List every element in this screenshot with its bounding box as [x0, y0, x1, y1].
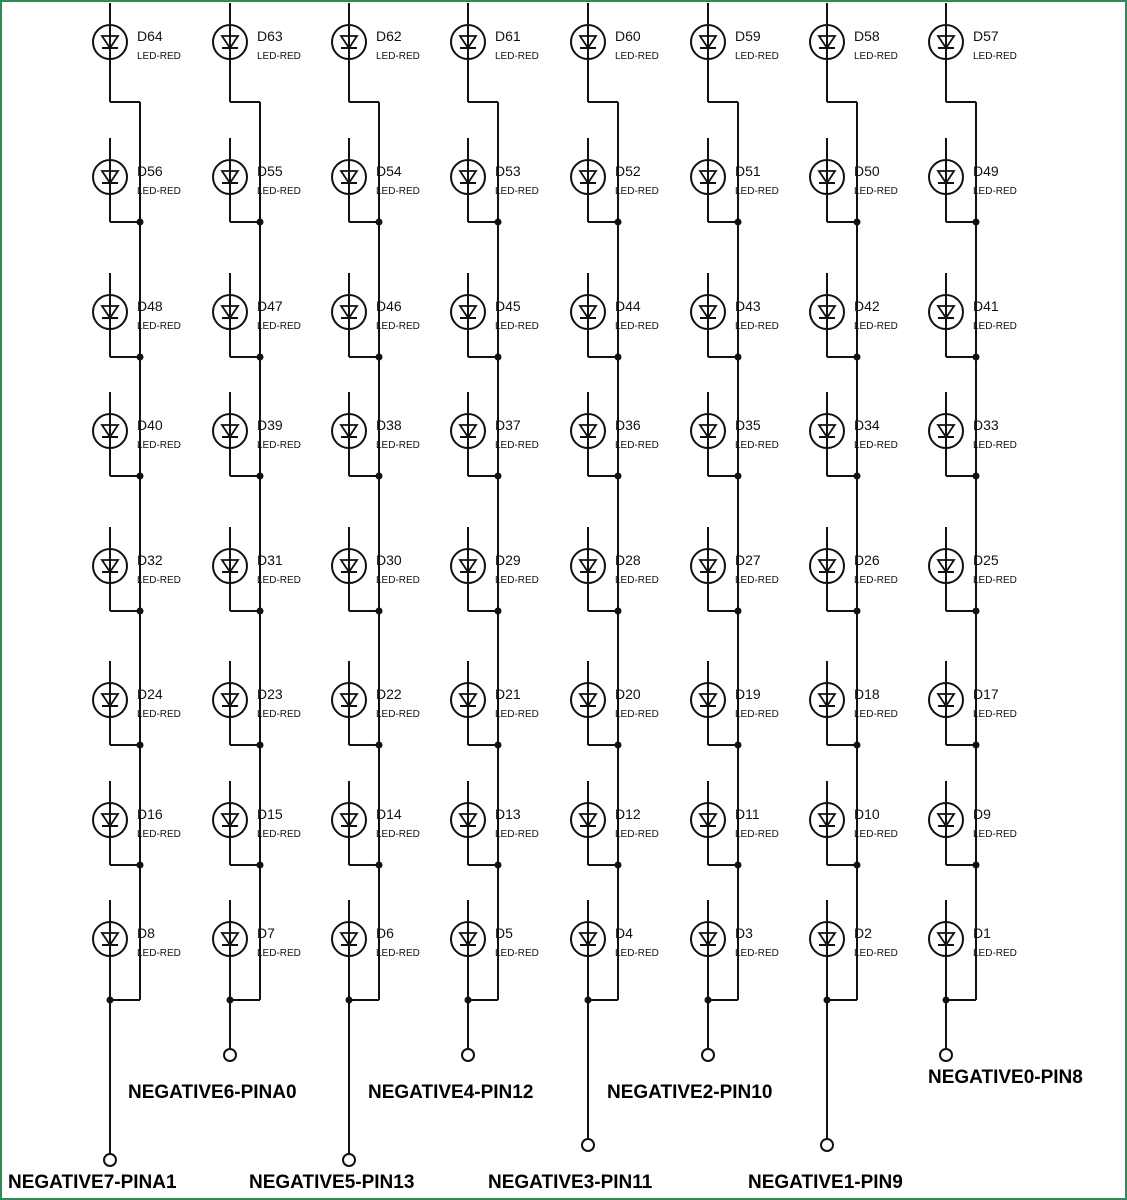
led-d25: [929, 527, 1017, 615]
led-value: LED-RED: [735, 575, 779, 586]
junction-dot: [854, 862, 861, 869]
led-value: LED-RED: [137, 948, 181, 959]
led-designator: D45: [495, 298, 521, 314]
junction-dot: [735, 219, 742, 226]
led-value: LED-RED: [257, 51, 301, 62]
led-d7: [213, 900, 301, 1000]
junction-dot: [257, 354, 264, 361]
led-d42: [810, 273, 898, 361]
led-value: LED-RED: [376, 186, 420, 197]
junction-dot: [735, 473, 742, 480]
junction-dot: [376, 354, 383, 361]
net-label: NEGATIVE6-PINA0: [128, 1082, 297, 1103]
led-value: LED-RED: [854, 948, 898, 959]
led-value: LED-RED: [973, 440, 1017, 451]
led-designator: D60: [615, 28, 641, 44]
junction-dot: [615, 862, 622, 869]
led-value: LED-RED: [973, 186, 1017, 197]
junction-dot: [257, 608, 264, 615]
junction-dot: [495, 219, 502, 226]
led-value: LED-RED: [137, 51, 181, 62]
led-d43: [691, 273, 779, 361]
led-designator: D61: [495, 28, 521, 44]
led-d58: [810, 3, 898, 102]
led-d53: [451, 138, 539, 226]
led-value: LED-RED: [495, 186, 539, 197]
led-designator: D26: [854, 552, 880, 568]
led-value: LED-RED: [376, 948, 420, 959]
led-designator: D35: [735, 417, 761, 433]
led-value: LED-RED: [376, 440, 420, 451]
led-designator: D47: [257, 298, 283, 314]
led-d59: [691, 3, 779, 102]
led-designator: D12: [615, 806, 641, 822]
led-d52: [571, 138, 659, 226]
led-d32: [93, 527, 181, 615]
terminal-pin: [224, 1049, 236, 1061]
led-d60: [571, 3, 659, 102]
led-value: LED-RED: [495, 829, 539, 840]
led-value: LED-RED: [973, 709, 1017, 720]
junction-dot: [973, 862, 980, 869]
led-designator: D1: [973, 925, 991, 941]
led-designator: D55: [257, 163, 283, 179]
led-d38: [332, 392, 420, 480]
led-designator: D63: [257, 28, 283, 44]
led-value: LED-RED: [257, 829, 301, 840]
led-d8: [93, 900, 181, 1000]
led-designator: D21: [495, 686, 521, 702]
led-value: LED-RED: [615, 51, 659, 62]
led-designator: D51: [735, 163, 761, 179]
led-value: LED-RED: [137, 575, 181, 586]
led-value: LED-RED: [735, 948, 779, 959]
led-d20: [571, 661, 659, 749]
led-d6: [332, 900, 420, 1000]
led-d61: [451, 3, 539, 102]
led-value: LED-RED: [495, 321, 539, 332]
led-d9: [929, 781, 1017, 869]
led-d5: [451, 900, 539, 1000]
junction-dot: [973, 354, 980, 361]
led-designator: D31: [257, 552, 283, 568]
led-value: LED-RED: [854, 829, 898, 840]
junction-dot: [735, 742, 742, 749]
led-designator: D5: [495, 925, 513, 941]
led-d56: [93, 138, 181, 226]
junction-dot: [615, 742, 622, 749]
terminal-pin: [821, 1139, 833, 1151]
terminal-pin: [582, 1139, 594, 1151]
led-value: LED-RED: [735, 440, 779, 451]
led-designator: D30: [376, 552, 402, 568]
column-1: [8, 3, 181, 1193]
column-8: [928, 3, 1083, 1088]
led-designator: D14: [376, 806, 402, 822]
led-designator: D43: [735, 298, 761, 314]
led-d19: [691, 661, 779, 749]
led-d37: [451, 392, 539, 480]
led-d23: [213, 661, 301, 749]
led-value: LED-RED: [973, 51, 1017, 62]
led-designator: D50: [854, 163, 880, 179]
junction-dot: [973, 219, 980, 226]
junction-dot: [257, 862, 264, 869]
net-label: NEGATIVE5-PIN13: [249, 1172, 415, 1193]
led-designator: D44: [615, 298, 641, 314]
column-5: [488, 3, 659, 1193]
junction-dot: [257, 219, 264, 226]
led-d17: [929, 661, 1017, 749]
led-value: LED-RED: [854, 186, 898, 197]
column-7: [748, 3, 903, 1193]
led-designator: D3: [735, 925, 753, 941]
junction-dot: [495, 608, 502, 615]
led-designator: D34: [854, 417, 880, 433]
led-value: LED-RED: [257, 440, 301, 451]
led-value: LED-RED: [376, 321, 420, 332]
led-designator: D33: [973, 417, 999, 433]
led-value: LED-RED: [137, 321, 181, 332]
led-d11: [691, 781, 779, 869]
led-designator: D16: [137, 806, 163, 822]
led-d1: [929, 900, 1017, 1000]
led-designator: D17: [973, 686, 999, 702]
led-value: LED-RED: [376, 575, 420, 586]
led-designator: D58: [854, 28, 880, 44]
led-value: LED-RED: [615, 948, 659, 959]
led-designator: D62: [376, 28, 402, 44]
led-d36: [571, 392, 659, 480]
led-designator: D15: [257, 806, 283, 822]
led-designator: D29: [495, 552, 521, 568]
led-d28: [571, 527, 659, 615]
led-designator: D27: [735, 552, 761, 568]
led-designator: D4: [615, 925, 633, 941]
net-label: NEGATIVE4-PIN12: [368, 1082, 534, 1103]
led-value: LED-RED: [615, 321, 659, 332]
led-d51: [691, 138, 779, 226]
led-d63: [213, 3, 301, 102]
led-value: LED-RED: [735, 709, 779, 720]
led-designator: D48: [137, 298, 163, 314]
junction-dot: [854, 219, 861, 226]
junction-dot: [615, 608, 622, 615]
led-value: LED-RED: [973, 321, 1017, 332]
led-d40: [93, 392, 181, 480]
junction-dot: [137, 473, 144, 480]
led-d14: [332, 781, 420, 869]
led-value: LED-RED: [973, 575, 1017, 586]
led-value: LED-RED: [854, 51, 898, 62]
led-designator: D32: [137, 552, 163, 568]
led-designator: D41: [973, 298, 999, 314]
led-d13: [451, 781, 539, 869]
net-label: NEGATIVE3-PIN11: [488, 1172, 653, 1193]
junction-dot: [735, 354, 742, 361]
led-designator: D7: [257, 925, 275, 941]
led-value: LED-RED: [137, 829, 181, 840]
junction-dot: [854, 742, 861, 749]
led-d46: [332, 273, 420, 361]
led-designator: D64: [137, 28, 163, 44]
junction-dot: [495, 862, 502, 869]
led-designator: D10: [854, 806, 880, 822]
led-value: LED-RED: [615, 186, 659, 197]
led-d29: [451, 527, 539, 615]
led-value: LED-RED: [257, 709, 301, 720]
led-value: LED-RED: [257, 186, 301, 197]
led-designator: D36: [615, 417, 641, 433]
led-value: LED-RED: [854, 575, 898, 586]
led-d62: [332, 3, 420, 102]
led-d21: [451, 661, 539, 749]
net-label: NEGATIVE0-PIN8: [928, 1067, 1083, 1088]
led-d64: [93, 3, 181, 102]
led-value: LED-RED: [376, 51, 420, 62]
junction-dot: [973, 742, 980, 749]
junction-dot: [973, 473, 980, 480]
junction-dot: [137, 742, 144, 749]
led-d49: [929, 138, 1017, 226]
led-value: LED-RED: [495, 575, 539, 586]
junction-dot: [495, 742, 502, 749]
junction-dot: [376, 608, 383, 615]
led-value: LED-RED: [973, 948, 1017, 959]
terminal-pin: [940, 1049, 952, 1061]
led-d18: [810, 661, 898, 749]
led-d22: [332, 661, 420, 749]
led-value: LED-RED: [854, 709, 898, 720]
led-d31: [213, 527, 301, 615]
led-d4: [571, 900, 659, 1000]
junction-dot: [615, 354, 622, 361]
junction-dot: [615, 219, 622, 226]
junction-dot: [137, 354, 144, 361]
led-value: LED-RED: [137, 440, 181, 451]
led-designator: D40: [137, 417, 163, 433]
led-d10: [810, 781, 898, 869]
led-designator: D39: [257, 417, 283, 433]
led-d15: [213, 781, 301, 869]
led-d12: [571, 781, 659, 869]
led-value: LED-RED: [735, 186, 779, 197]
led-d30: [332, 527, 420, 615]
led-designator: D20: [615, 686, 641, 702]
led-designator: D28: [615, 552, 641, 568]
junction-dot: [735, 608, 742, 615]
terminal-pin: [702, 1049, 714, 1061]
led-value: LED-RED: [615, 709, 659, 720]
led-d44: [571, 273, 659, 361]
led-value: LED-RED: [376, 829, 420, 840]
led-designator: D46: [376, 298, 402, 314]
led-value: LED-RED: [495, 709, 539, 720]
net-label: NEGATIVE1-PIN9: [748, 1172, 903, 1193]
junction-dot: [495, 354, 502, 361]
led-designator: D11: [735, 806, 760, 822]
led-designator: D24: [137, 686, 163, 702]
led-d39: [213, 392, 301, 480]
led-designator: D25: [973, 552, 999, 568]
led-d50: [810, 138, 898, 226]
led-value: LED-RED: [615, 575, 659, 586]
led-designator: D22: [376, 686, 402, 702]
led-d57: [929, 3, 1017, 102]
junction-dot: [137, 608, 144, 615]
led-value: LED-RED: [854, 440, 898, 451]
junction-dot: [257, 473, 264, 480]
led-designator: D13: [495, 806, 521, 822]
led-designator: D52: [615, 163, 641, 179]
led-designator: D59: [735, 28, 761, 44]
led-d48: [93, 273, 181, 361]
terminal-pin: [104, 1154, 116, 1166]
led-designator: D56: [137, 163, 163, 179]
led-d3: [691, 900, 779, 1000]
junction-dot: [376, 742, 383, 749]
led-designator: D42: [854, 298, 880, 314]
led-value: LED-RED: [257, 948, 301, 959]
led-value: LED-RED: [137, 709, 181, 720]
led-value: LED-RED: [495, 948, 539, 959]
net-label: NEGATIVE2-PIN10: [607, 1082, 773, 1103]
led-value: LED-RED: [615, 440, 659, 451]
junction-dot: [376, 862, 383, 869]
led-designator: D18: [854, 686, 880, 702]
led-d41: [929, 273, 1017, 361]
junction-dot: [376, 473, 383, 480]
led-value: LED-RED: [137, 186, 181, 197]
net-label: NEGATIVE7-PINA1: [8, 1172, 177, 1193]
led-d16: [93, 781, 181, 869]
led-designator: D6: [376, 925, 394, 941]
led-d26: [810, 527, 898, 615]
led-value: LED-RED: [735, 321, 779, 332]
led-value: LED-RED: [615, 829, 659, 840]
led-value: LED-RED: [735, 829, 779, 840]
led-value: LED-RED: [495, 440, 539, 451]
led-d33: [929, 392, 1017, 480]
led-d27: [691, 527, 779, 615]
junction-dot: [735, 862, 742, 869]
terminal-pin: [462, 1049, 474, 1061]
led-value: LED-RED: [854, 321, 898, 332]
led-designator: D49: [973, 163, 999, 179]
led-d24: [93, 661, 181, 749]
column-3: [249, 3, 420, 1193]
led-value: LED-RED: [257, 321, 301, 332]
junction-dot: [854, 608, 861, 615]
led-designator: D57: [973, 28, 999, 44]
led-d34: [810, 392, 898, 480]
junction-dot: [137, 219, 144, 226]
led-d2: [810, 900, 898, 1000]
junction-dot: [376, 219, 383, 226]
led-designator: D2: [854, 925, 872, 941]
junction-dot: [854, 354, 861, 361]
led-designator: D19: [735, 686, 761, 702]
led-designator: D8: [137, 925, 155, 941]
led-d45: [451, 273, 539, 361]
led-designator: D9: [973, 806, 991, 822]
junction-dot: [973, 608, 980, 615]
terminal-pin: [343, 1154, 355, 1166]
led-designator: D53: [495, 163, 521, 179]
led-designator: D54: [376, 163, 402, 179]
junction-dot: [137, 862, 144, 869]
led-d47: [213, 273, 301, 361]
led-value: LED-RED: [376, 709, 420, 720]
led-d54: [332, 138, 420, 226]
led-value: LED-RED: [735, 51, 779, 62]
junction-dot: [615, 473, 622, 480]
led-d35: [691, 392, 779, 480]
led-designator: D37: [495, 417, 521, 433]
led-value: LED-RED: [973, 829, 1017, 840]
led-value: LED-RED: [257, 575, 301, 586]
junction-dot: [257, 742, 264, 749]
junction-dot: [854, 473, 861, 480]
led-value: LED-RED: [495, 51, 539, 62]
led-designator: D23: [257, 686, 283, 702]
junction-dot: [495, 473, 502, 480]
led-d55: [213, 138, 301, 226]
led-designator: D38: [376, 417, 402, 433]
